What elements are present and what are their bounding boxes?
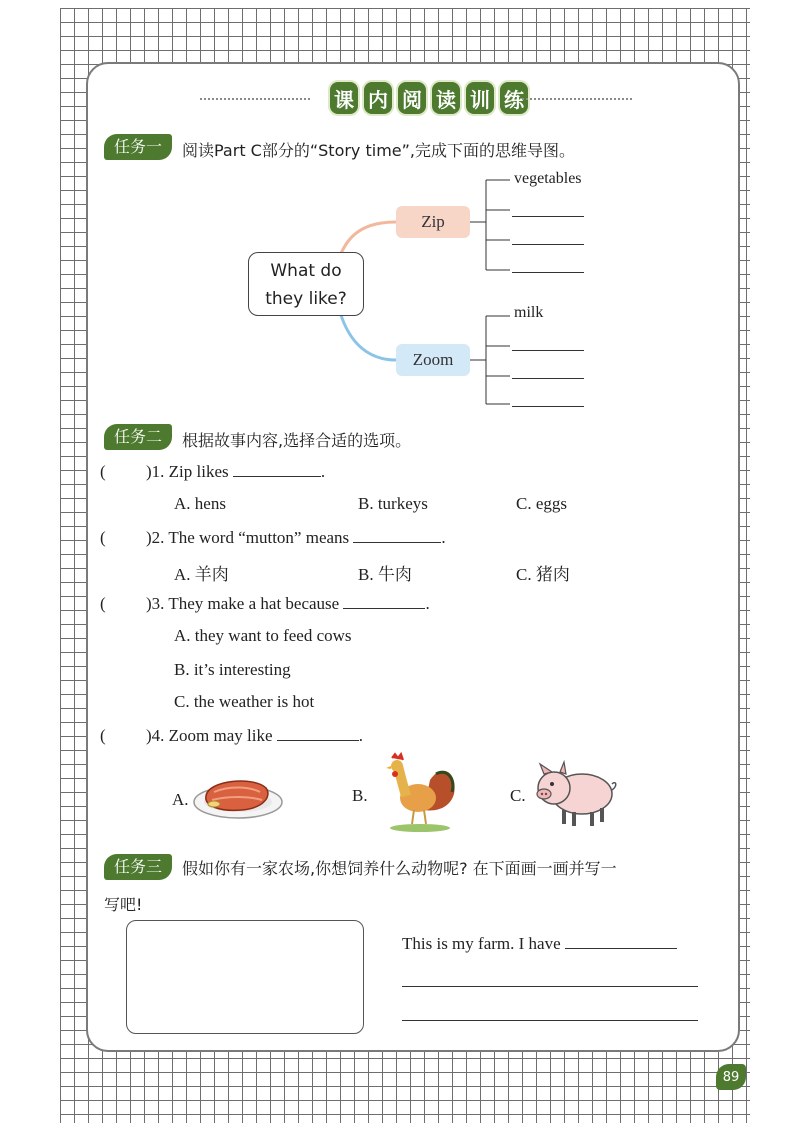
- task1-badge: 任务一: [104, 134, 172, 160]
- q4-option-c: C.: [510, 786, 526, 805]
- q1-option-c: C. eggs: [516, 494, 567, 513]
- q3-option-c: C. the weather is hot: [174, 692, 315, 711]
- pig-icon: [530, 756, 620, 828]
- writing-line[interactable]: [402, 1020, 698, 1021]
- q3-end: .: [425, 594, 430, 613]
- zoom-blank[interactable]: [512, 406, 584, 407]
- zip-blank[interactable]: [512, 244, 584, 245]
- branch-zoom: Zoom: [396, 344, 470, 376]
- q4-blank[interactable]: [277, 740, 359, 741]
- center-line1: What do: [270, 261, 342, 281]
- title-char: 内: [362, 80, 394, 116]
- task2-instruction: 根据故事内容,选择合适的选项。: [182, 431, 412, 450]
- steak-icon: [192, 770, 284, 822]
- page-number: 89: [716, 1064, 746, 1090]
- title-char: 阅: [396, 80, 428, 116]
- q3-paren: (: [100, 594, 106, 613]
- zoom-blank[interactable]: [512, 350, 584, 351]
- task3-instruction-line1: 假如你有一家农场,你想饲养什么动物呢? 在下面画一画并写一: [182, 859, 617, 878]
- zoom-blank[interactable]: [512, 378, 584, 379]
- q2-paren: (: [100, 528, 106, 547]
- q1-blank[interactable]: [233, 476, 321, 477]
- title-char: 课: [328, 80, 360, 116]
- farm-blank[interactable]: [565, 948, 677, 949]
- mind-map-center: [248, 252, 364, 316]
- zip-item-1: vegetables: [514, 170, 582, 187]
- title-char: 练: [498, 80, 530, 116]
- farm-sentence: [402, 934, 677, 954]
- q2-end: .: [441, 528, 446, 547]
- q4-paren: (: [100, 726, 106, 745]
- q3-blank[interactable]: [343, 608, 425, 609]
- center-line2: they like?: [265, 289, 347, 309]
- q1-question: [146, 462, 325, 482]
- q2-option-a: A. 羊肉: [174, 565, 229, 584]
- q2-text: )2. The word “mutton” means: [146, 528, 350, 547]
- rooster-icon: [380, 752, 460, 832]
- q2-question: [146, 528, 446, 548]
- q2-option-b: B. 牛肉: [358, 565, 412, 584]
- zip-blank[interactable]: [512, 272, 584, 273]
- q4-text: )4. Zoom may like: [146, 726, 273, 745]
- writing-line[interactable]: [402, 986, 698, 987]
- q2-option-c: C. 猪肉: [516, 565, 570, 584]
- q4-question: [146, 726, 363, 746]
- q4-option-a: A.: [172, 790, 189, 809]
- title-char: 读: [430, 80, 462, 116]
- title-char: 训: [464, 80, 496, 116]
- zip-blank[interactable]: [512, 216, 584, 217]
- q1-text: )1. Zip likes: [146, 462, 229, 481]
- q3-option-b: B. it’s interesting: [174, 660, 291, 679]
- q1-paren: (: [100, 462, 106, 481]
- task2-badge: 任务二: [104, 424, 172, 450]
- farm-sentence-text: This is my farm. I have: [402, 934, 561, 953]
- zoom-item-1: milk: [514, 304, 544, 321]
- q1-option-a: A. hens: [174, 494, 226, 513]
- q1-end: .: [320, 462, 326, 481]
- q4-end: .: [358, 726, 364, 745]
- q4-option-b: B.: [352, 786, 368, 805]
- branch-zip: Zip: [396, 206, 470, 238]
- task3-instruction-line2: 写吧!: [104, 895, 143, 914]
- drawing-box[interactable]: [126, 920, 364, 1034]
- q1-option-b: B. turkeys: [358, 494, 428, 513]
- task3-badge: 任务三: [104, 854, 172, 880]
- q3-option-a: A. they want to feed cows: [174, 626, 352, 645]
- task1-instruction: 阅读Part C部分的“Story time”,完成下面的思维导图。: [182, 141, 576, 160]
- q2-blank[interactable]: [353, 542, 441, 543]
- q3-question: [146, 594, 430, 614]
- q3-text: )3. They make a hat because: [146, 594, 340, 613]
